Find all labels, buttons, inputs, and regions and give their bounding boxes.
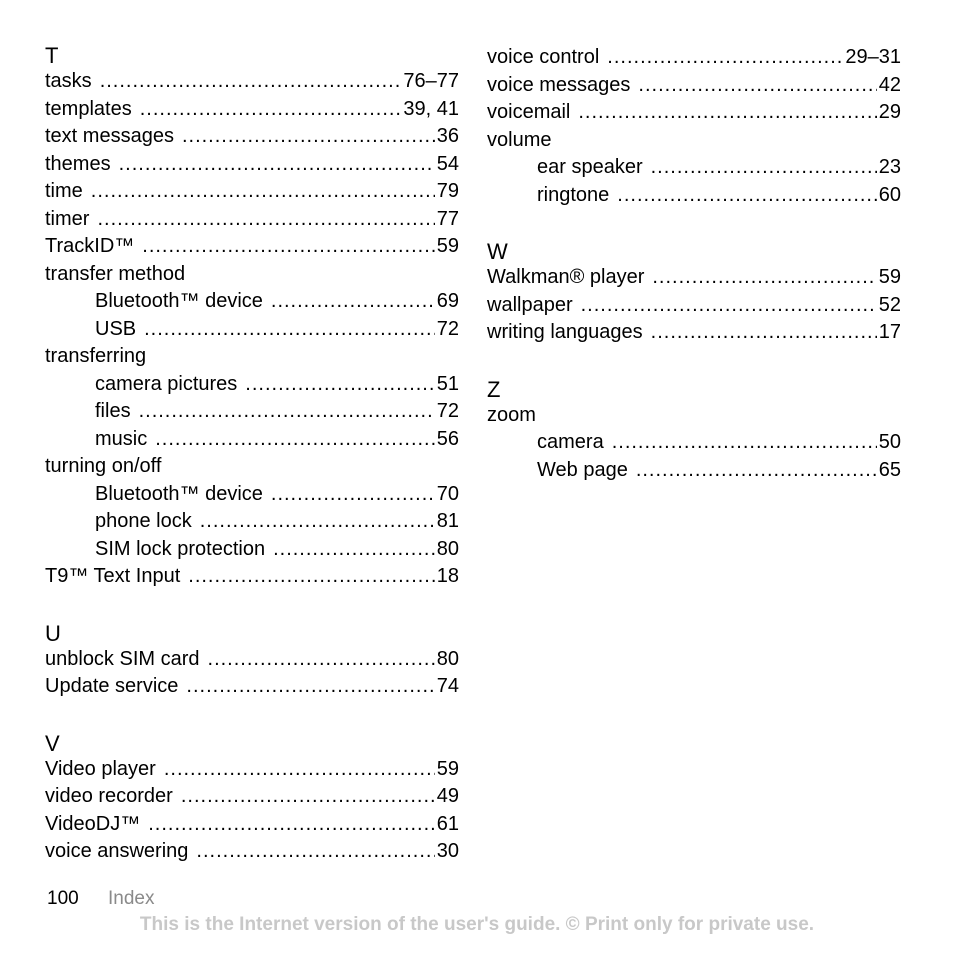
section-spacer	[45, 701, 459, 732]
dot-leader	[271, 288, 435, 316]
entry-term: timer	[45, 207, 90, 230]
entry-term: TrackID™	[45, 235, 135, 257]
dot-leader	[652, 264, 876, 292]
entry-page-numbers: 70	[436, 482, 459, 505]
index-entry-video-player	[45, 756, 459, 784]
entry-term: phone lock	[95, 510, 192, 532]
letter-heading: U	[45, 620, 61, 646]
entry-page-numbers: 59	[436, 235, 459, 257]
entry-term: tasks	[45, 70, 92, 92]
dot-leader	[208, 646, 435, 674]
dot-leader	[651, 319, 877, 347]
entry-page-numbers: 80	[436, 647, 459, 670]
entry-page-numbers: 59	[878, 266, 901, 288]
entry-term: USB	[95, 317, 137, 340]
dot-leader	[617, 182, 876, 210]
section-spacer	[45, 591, 459, 622]
section-spacer	[487, 347, 901, 378]
index-entry-t9-text-input	[45, 563, 459, 591]
index-entry-time	[45, 178, 459, 206]
index-subentry-music	[45, 426, 459, 454]
dot-leader	[148, 811, 435, 839]
entry-term: Walkman® player	[487, 266, 645, 288]
dot-leader	[119, 151, 435, 179]
dot-leader	[97, 206, 434, 234]
entry-term: templates	[45, 97, 132, 120]
index-entry-voice-messages	[487, 72, 901, 100]
dot-leader	[612, 429, 877, 457]
index-entry-templates	[45, 96, 459, 124]
dot-leader	[638, 72, 876, 100]
entry-term: Update service	[45, 675, 179, 697]
index-entry-voice-control	[487, 44, 901, 72]
dot-leader	[182, 123, 435, 151]
index-subentry-sim-lock-protection	[45, 536, 459, 564]
entry-page-numbers: 29–31	[845, 46, 901, 68]
entry-term: VideoDJ™	[45, 812, 141, 835]
dot-leader	[636, 457, 877, 485]
page-number: 100	[47, 888, 79, 909]
dot-leader	[164, 756, 435, 784]
section-spacer	[487, 209, 901, 240]
entry-page-numbers: 69	[436, 290, 459, 312]
entry-page-numbers: 23	[878, 156, 901, 178]
dot-leader	[578, 99, 876, 127]
entry-term: text messages	[45, 125, 174, 147]
entry-term: Bluetooth™ device	[95, 290, 263, 312]
index-entry-voicemail	[487, 99, 901, 127]
entry-term: Web page	[537, 458, 628, 481]
index-entry-text-messages	[45, 123, 459, 151]
index-entry-video-recorder	[45, 783, 459, 811]
entry-page-numbers: 39, 41	[403, 97, 459, 120]
index-entry-voice-answering	[45, 838, 459, 866]
entry-page-numbers: 61	[436, 812, 459, 835]
letter-heading: T	[45, 43, 59, 68]
entry-page-numbers: 42	[878, 73, 901, 96]
dot-leader	[100, 68, 402, 96]
dot-leader	[186, 673, 434, 701]
index-entry-tasks	[45, 68, 459, 96]
entry-page-numbers: 79	[436, 180, 459, 202]
entry-page-numbers: 80	[436, 537, 459, 560]
letter-heading: Z	[487, 376, 501, 402]
entry-page-numbers: 76–77	[403, 70, 459, 92]
index-entry-walkman-player	[487, 264, 901, 292]
entry-term: themes	[45, 152, 111, 175]
index-entry-unblock-sim-card	[45, 646, 459, 674]
dot-leader	[200, 508, 435, 536]
index-entry-turning-on-off: turning on/off	[45, 455, 162, 477]
entry-term: voice answering	[45, 840, 189, 862]
index-subentry-bluetooth-device	[45, 481, 459, 509]
index-column-right	[487, 44, 901, 484]
entry-term: voicemail	[487, 101, 571, 123]
dot-leader	[181, 783, 435, 811]
entry-term: video recorder	[45, 785, 173, 807]
entry-page-numbers: 52	[878, 293, 901, 316]
entry-term: music	[95, 427, 148, 450]
index-entry-themes	[45, 151, 459, 179]
dot-leader	[196, 838, 434, 866]
entry-term: files	[95, 400, 131, 422]
entry-term: ear speaker	[537, 156, 643, 178]
index-entry-writing-languages	[487, 319, 901, 347]
dot-leader	[188, 563, 434, 591]
dot-leader	[140, 96, 402, 124]
index-entry-timer	[45, 206, 459, 234]
dot-leader	[581, 292, 877, 320]
entry-term: unblock SIM card	[45, 647, 200, 670]
dot-leader	[91, 178, 435, 206]
index-subentry-files	[45, 398, 459, 426]
entry-term: Bluetooth™ device	[95, 482, 263, 505]
index-subentry-ear-speaker	[487, 154, 901, 182]
dot-leader	[142, 233, 434, 261]
index-entry-wallpaper	[487, 292, 901, 320]
entry-term: time	[45, 180, 83, 202]
entry-page-numbers: 77	[436, 207, 459, 230]
index-subentry-camera-pictures	[45, 371, 459, 399]
entry-page-numbers: 54	[436, 152, 459, 175]
entry-term: Video player	[45, 757, 156, 780]
entry-page-numbers: 18	[436, 565, 459, 587]
index-subentry-camera	[487, 429, 901, 457]
entry-page-numbers: 49	[436, 785, 459, 807]
entry-term: ringtone	[537, 183, 610, 206]
entry-page-numbers: 36	[436, 125, 459, 147]
index-subentry-web-page	[487, 457, 901, 485]
entry-page-numbers: 50	[878, 431, 901, 453]
index-subentry-bluetooth-device	[45, 288, 459, 316]
entry-page-numbers: 30	[436, 840, 459, 862]
entry-page-numbers: 59	[436, 757, 459, 780]
page-footer	[47, 888, 154, 910]
index-column-left	[45, 44, 459, 866]
dot-leader	[155, 426, 435, 454]
entry-page-numbers: 72	[436, 400, 459, 422]
index-entry-update-service	[45, 673, 459, 701]
entry-page-numbers: 29	[878, 101, 901, 123]
index-subentry-ringtone	[487, 182, 901, 210]
entry-term: camera pictures	[95, 372, 238, 395]
index-entry-transfer-method: transfer method	[45, 262, 186, 285]
entry-page-numbers: 56	[436, 427, 459, 450]
entry-page-numbers: 81	[436, 510, 459, 532]
index-entry-zoom: zoom	[487, 403, 536, 426]
dot-leader	[271, 481, 435, 509]
section-name: Index	[107, 888, 155, 909]
dot-leader	[139, 398, 435, 426]
entry-page-numbers: 72	[436, 317, 459, 340]
entry-page-numbers: 60	[878, 183, 901, 206]
entry-term: SIM lock protection	[95, 537, 266, 560]
dot-leader	[273, 536, 435, 564]
dot-leader	[144, 316, 435, 344]
dot-leader	[651, 154, 877, 182]
index-subentry-phone-lock	[45, 508, 459, 536]
index-entry-transferring: transferring	[45, 345, 147, 367]
index-entry-trackid	[45, 233, 459, 261]
entry-term: voice messages	[487, 73, 631, 96]
entry-term: wallpaper	[487, 293, 573, 316]
entry-term: T9™ Text Input	[45, 565, 181, 587]
index-entry-volume: volume	[487, 128, 552, 151]
entry-page-numbers: 17	[878, 321, 901, 343]
entry-page-numbers: 74	[436, 675, 459, 697]
entry-term: voice control	[487, 46, 600, 68]
entry-term: writing languages	[487, 321, 643, 343]
letter-heading: V	[45, 730, 60, 756]
dot-leader	[607, 44, 843, 72]
entry-term: camera	[537, 431, 604, 453]
copyright-notice: This is the Internet version of the user's guide. © Print only for private use.	[139, 914, 815, 935]
entry-page-numbers: 51	[436, 372, 459, 395]
index-entry-videodj	[45, 811, 459, 839]
index-subentry-usb	[45, 316, 459, 344]
entry-page-numbers: 65	[878, 458, 901, 481]
dot-leader	[245, 371, 434, 399]
letter-heading: W	[487, 239, 508, 264]
